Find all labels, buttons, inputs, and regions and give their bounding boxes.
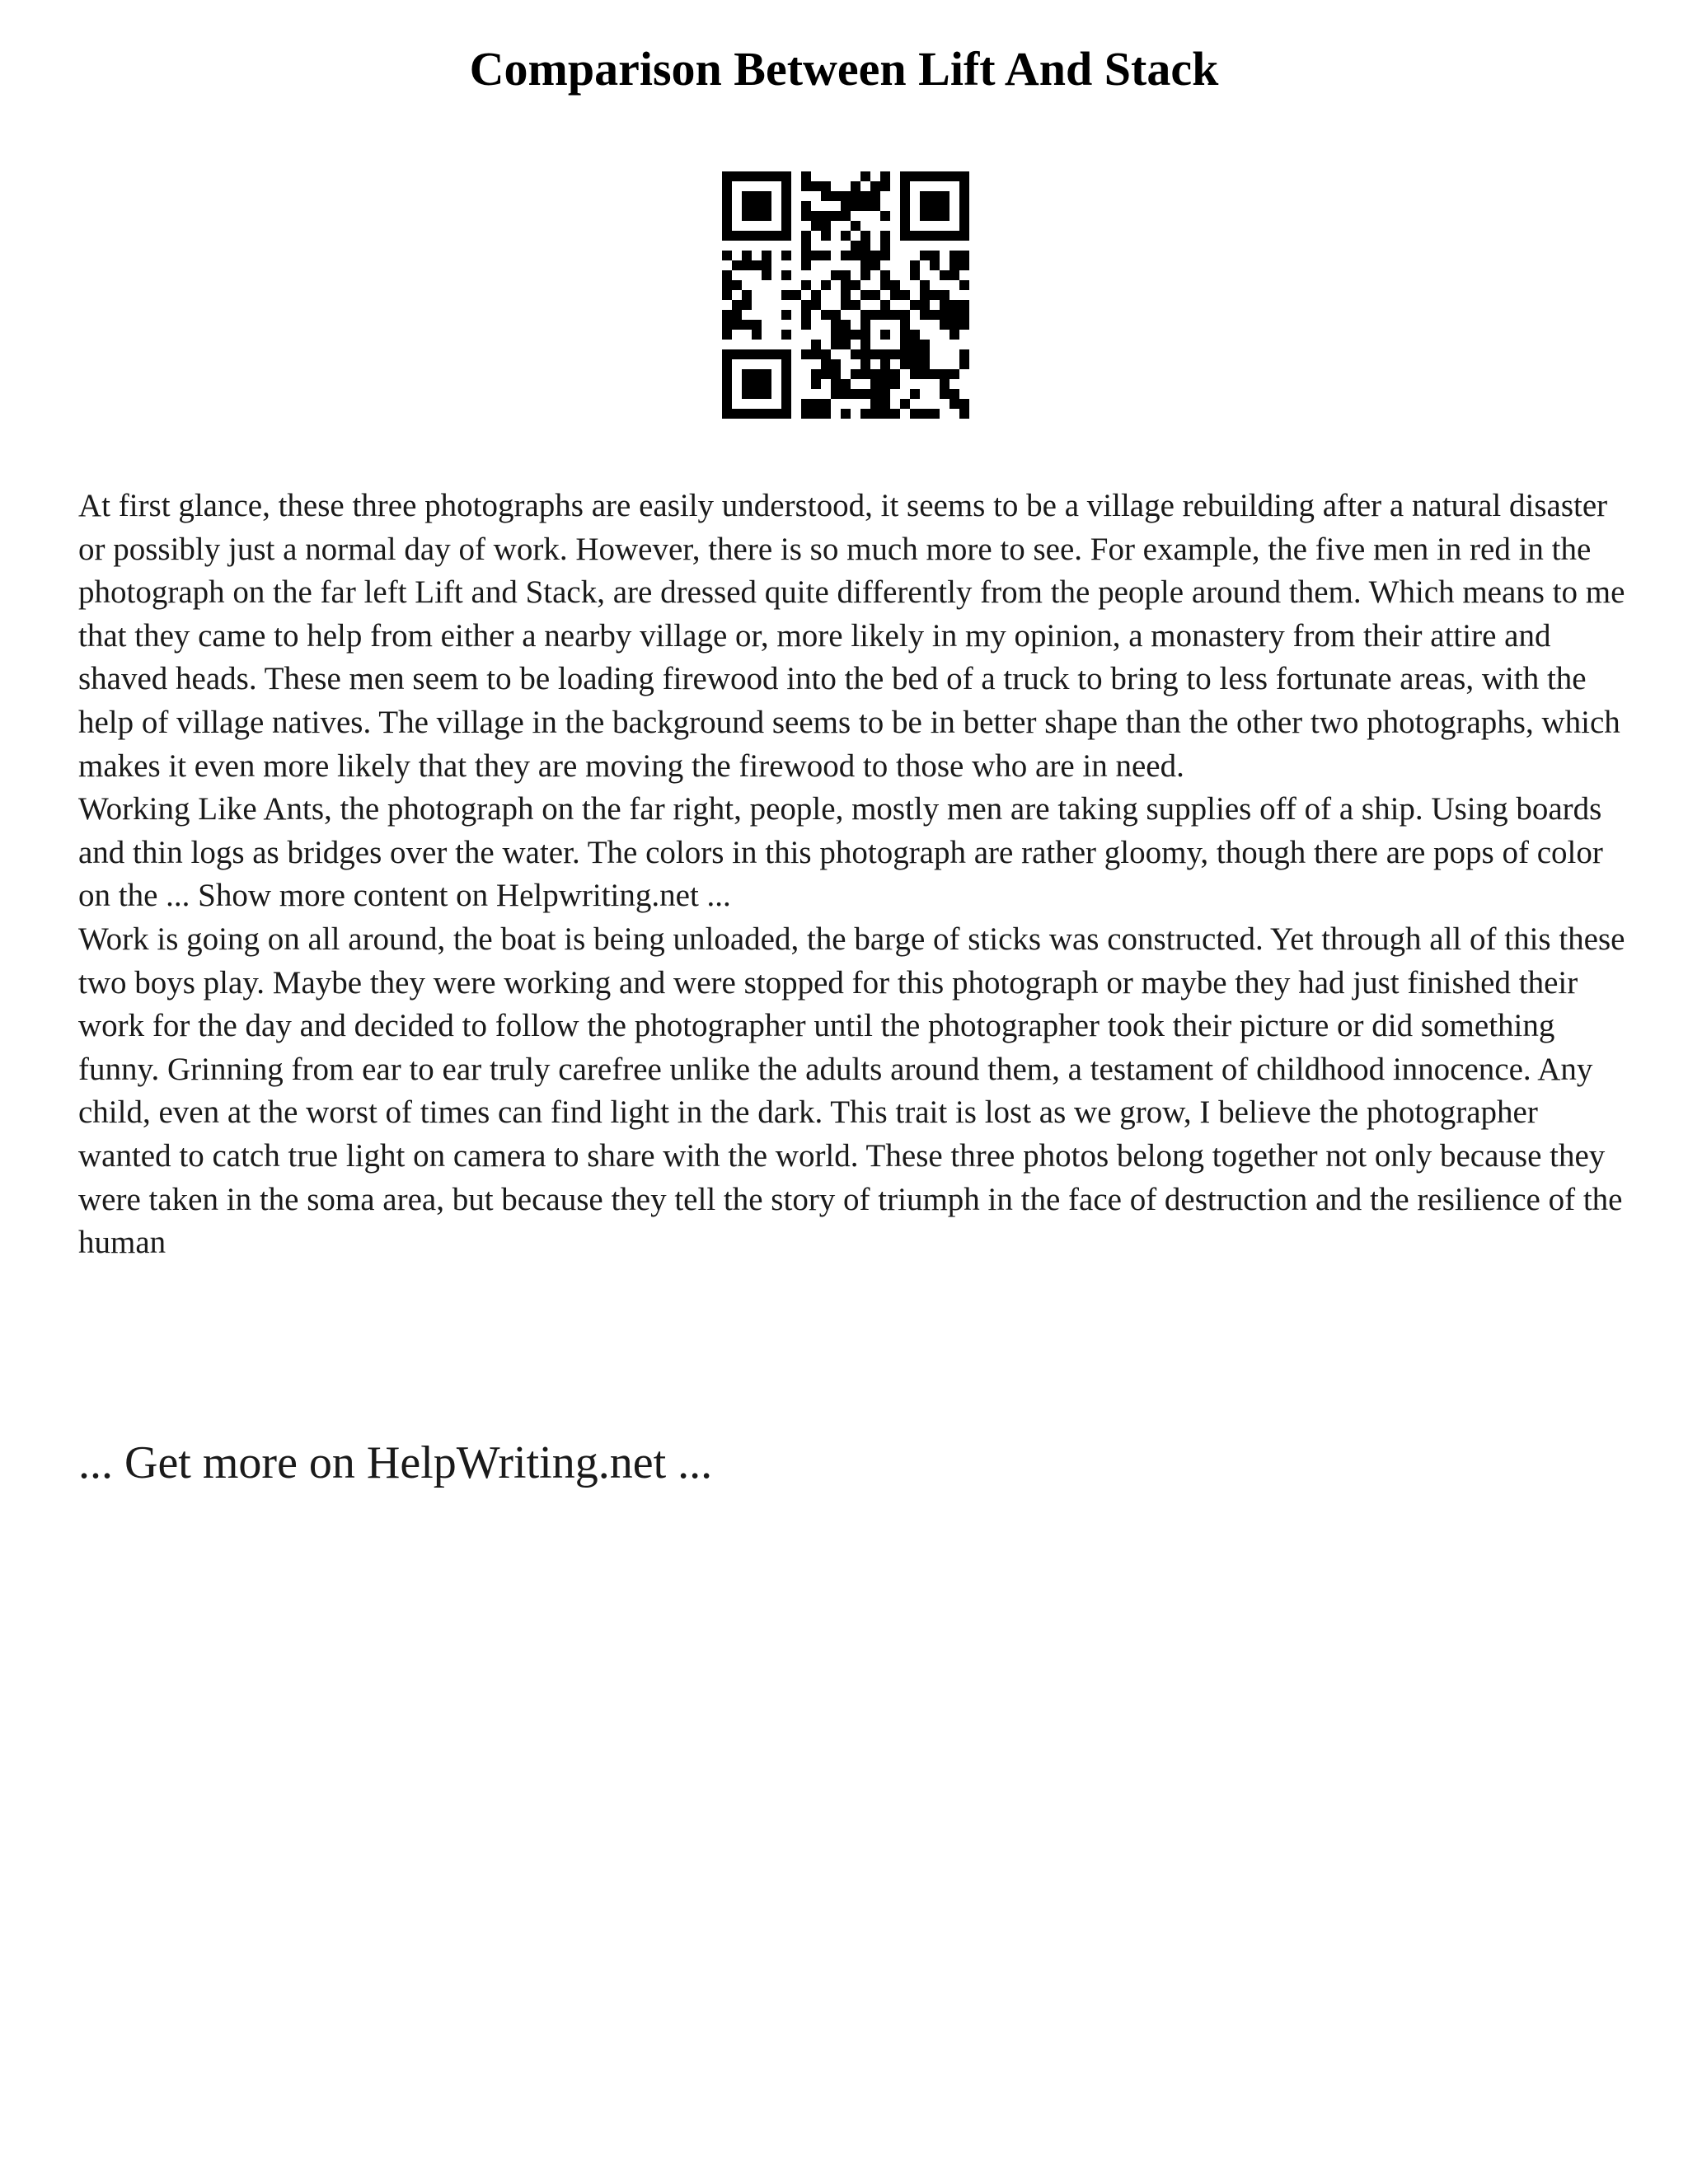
- page-title: Comparison Between Lift And Stack: [469, 42, 1219, 96]
- paragraph-2: Working Like Ants, the photograph on the far right, people, mostly men are taking supplies off of a ship. Using boards and thin logs as bridges over the water. The colors in this photograph are rather gloomy, though there are pops of color on the ... Show more content on Helpwriting.net ...: [78, 791, 1603, 914]
- get-more-link[interactable]: ... Get more on HelpWriting.net ...: [78, 1437, 713, 1488]
- article-body: [78, 485, 1628, 1265]
- paragraph-3: Work is going on all around, the boat is being unloaded, the barge of sticks was constructed. Yet through all of this these two boys play. Maybe they were working and were stopped for this photograph or maybe they had just finished their work for the day and decided to follow the photographer until the photographer took their picture or did something funny. Grinning from ear to ear truly carefree unlike the adults around them, a testament of childhood innocence. Any child, even at the worst of times can find light in the dark. This trait is lost as we grow, I believe the photographer wanted to catch true light on camera to share with the world. These three photos belong together not only because they were taken in the soma area, but because they tell the story of triumph in the face of destruction and the resilience of the human: [78, 921, 1625, 1261]
- qr-code-icon[interactable]: [722, 171, 969, 419]
- paragraph-1: At first glance, these three photographs are easily understood, it seems to be a village rebuilding after a natural disaster or possibly just a normal day of work. However, there is so much more to see. For example, the five men in red in the photograph on the far left Lift and Stack, are dressed quite differently from the people around them. Which means to me that they came to help from either a nearby village or, more likely in my opinion, a monastery from their attire and shaved heads. These men seem to be loading firewood into the bed of a truck to bring to less fortunate areas, with the help of village natives. The village in the background seems to be in better shape than the other two photographs, which makes it even more likely that they are moving the firewood to those who are in need.: [78, 488, 1625, 784]
